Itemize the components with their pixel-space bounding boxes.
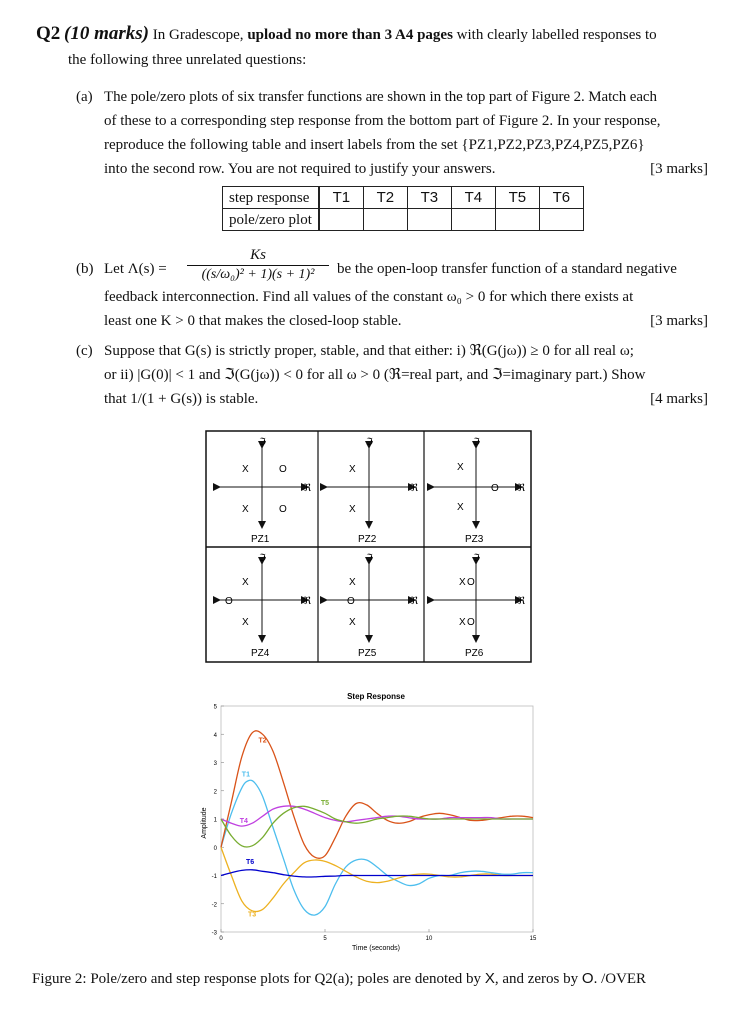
imag-axis-label: ℑ [366,437,373,448]
y-tick-label: -2 [211,902,217,909]
pole-marker: X [459,617,466,628]
pole-marker: X [457,462,464,473]
part-b-marks: [3 marks] [650,313,708,329]
part-a-line-2: of these to a corresponding step response from the bottom part of Figure 2. In your response, [104,113,661,129]
table-cell: T4 [451,187,495,209]
pz-panel [327,553,419,659]
part-c-label: (c) [76,343,93,359]
pz-label: PZ1 [251,534,270,545]
caption-middle: , and zeros by [494,971,582,987]
pole-marker: X [242,617,249,628]
pz-label: PZ5 [358,648,377,659]
step-response-chart [195,688,545,956]
answer-table [222,186,584,231]
zero-marker: O [491,483,499,494]
pole-marker: X [242,577,249,588]
pz-label: PZ3 [465,534,484,545]
real-axis-label: ℜ [517,596,526,607]
part-c-line-1: Suppose that G(s) is strictly proper, stable, and that either: i) ℜ(G(jω)) ≥ 0 for all real ω; [104,343,634,359]
intro-text-1: In Gradescope, [149,27,248,43]
part-a-line-1: The pole/zero plots of six transfer functions are shown in the top part of Figure 2. Match each [104,89,657,105]
part-c-line-2: or ii) |G(0)| < 1 and ℑ(G(jω)) < 0 for all ω > 0 (ℜ=real part, and ℑ=imaginary part.) Show [104,367,646,383]
zero-marker: O [467,577,475,588]
part-b-label: (b) [76,261,94,277]
real-axis-label: ℜ [517,483,526,494]
table-cell: T3 [407,187,451,209]
part-a-marks: [3 marks] [650,161,708,177]
chart-ylabel: Amplitude [201,807,208,839]
x-tick-label: 5 [323,936,327,942]
chart-xlabel: Time (seconds) [352,945,400,952]
y-tick-label: -3 [211,930,217,937]
pole-zero-grid [205,430,533,664]
imag-axis-label: ℑ [473,437,480,448]
table-cell-empty [451,209,495,231]
table-cell: T1 [319,187,364,209]
pole-marker: X [242,504,249,515]
pz-label: PZ2 [358,534,377,545]
pole-marker: X [459,577,466,588]
table-cell: T5 [495,187,539,209]
table-row [223,209,584,231]
fraction-denominator: ((s/ω₀)² + 1)(s + 1)² [201,267,315,282]
part-b-fraction [183,246,333,284]
table-cell-empty [539,209,583,231]
part-b-after: be the open-loop transfer function of a standard negative [337,261,677,277]
part-b-line-2: feedback interconnection. Find all values of the constant ω₀ > 0 for which there exists at [104,289,634,305]
table-cell: T2 [363,187,407,209]
real-axis-label: ℜ [410,483,419,494]
pz-panel [434,553,526,659]
part-b-let: Let Λ(s) = [104,261,167,277]
caption-o-symbol: O [581,970,594,987]
part-b-line-3: least one K > 0 that makes the closed-loop stable. [104,313,402,329]
real-axis-label: ℜ [410,596,419,607]
part-a-label: (a) [76,89,93,105]
table-cell: T6 [539,187,583,209]
question-header [36,24,657,45]
intro-line-2: the following three unrelated questions: [68,52,307,68]
zero-marker: O [347,596,355,607]
x-tick-label: 15 [529,936,537,942]
caption-x-symbol: X [484,970,495,987]
table-cell-empty [407,209,451,231]
figure-caption [32,969,646,989]
y-tick-label: 3 [213,761,217,767]
caption-text: Figure 2: Pole/zero and step response plots for Q2(a); poles are denoted by [32,971,485,987]
imag-axis-label: ℑ [259,437,266,448]
table-header-pz: pole/zero plot [223,209,319,231]
imag-axis-label: ℑ [259,553,266,564]
question-number: Q2 [36,23,61,44]
pz-panel [220,437,312,545]
intro-bold: upload no more than 3 A4 pages [247,27,453,43]
table-cell-empty [319,209,364,231]
real-axis-label: ℜ [303,596,312,607]
imag-axis-label: ℑ [366,553,373,564]
series-label-t4: T4 [239,818,248,826]
intro-text-2: with clearly labelled responses to [452,27,657,43]
series-label-t3: T3 [248,911,257,919]
pz-label: PZ4 [251,648,270,659]
pole-marker: X [242,464,249,475]
pz-panel [434,437,526,545]
table-cell-empty [363,209,407,231]
real-axis-label: ℜ [303,483,312,494]
zero-marker: O [467,617,475,628]
pole-marker: X [349,464,356,475]
chart-title: Step Response [347,692,405,701]
pz-panel [327,437,419,545]
part-a-line-3: reproduce the following table and insert labels from the set {PZ1,PZ2,PZ3,PZ4,PZ5,PZ6} [104,137,645,153]
pz-panel [220,553,312,659]
caption-end: . /OVER [593,971,647,987]
imag-axis-label: ℑ [473,553,480,564]
y-tick-label: 1 [213,817,217,824]
pole-marker: X [457,502,464,513]
y-tick-label: 4 [213,732,217,739]
question-marks: (10 marks) [64,23,150,44]
pole-marker: X [349,617,356,628]
series-label-t5: T5 [320,799,330,807]
x-tick-label: 0 [219,936,223,942]
table-row [223,187,584,209]
y-tick-label: 5 [213,704,217,711]
pole-marker: X [349,504,356,515]
table-cell-empty [495,209,539,231]
x-tick-label: 10 [425,936,433,942]
part-c-line-3: that 1/(1 + G(s)) is stable. [104,391,259,407]
series-label-t6: T6 [245,859,255,867]
part-a-line-4: into the second row. You are not required to justify your answers. [104,161,496,177]
zero-marker: O [279,464,287,475]
pz-label: PZ6 [465,648,484,659]
y-tick-label: 0 [213,845,217,852]
fraction-numerator: Ks [250,247,266,263]
y-tick-label: -1 [211,874,217,880]
pole-marker: X [349,577,356,588]
table-header-step: step response [223,187,319,209]
part-c-marks: [4 marks] [650,391,708,407]
series-label-t2: T2 [258,737,267,745]
y-tick-label: 2 [213,789,217,796]
zero-marker: O [225,596,233,607]
zero-marker: O [279,504,287,515]
series-label-t1: T1 [241,771,250,779]
